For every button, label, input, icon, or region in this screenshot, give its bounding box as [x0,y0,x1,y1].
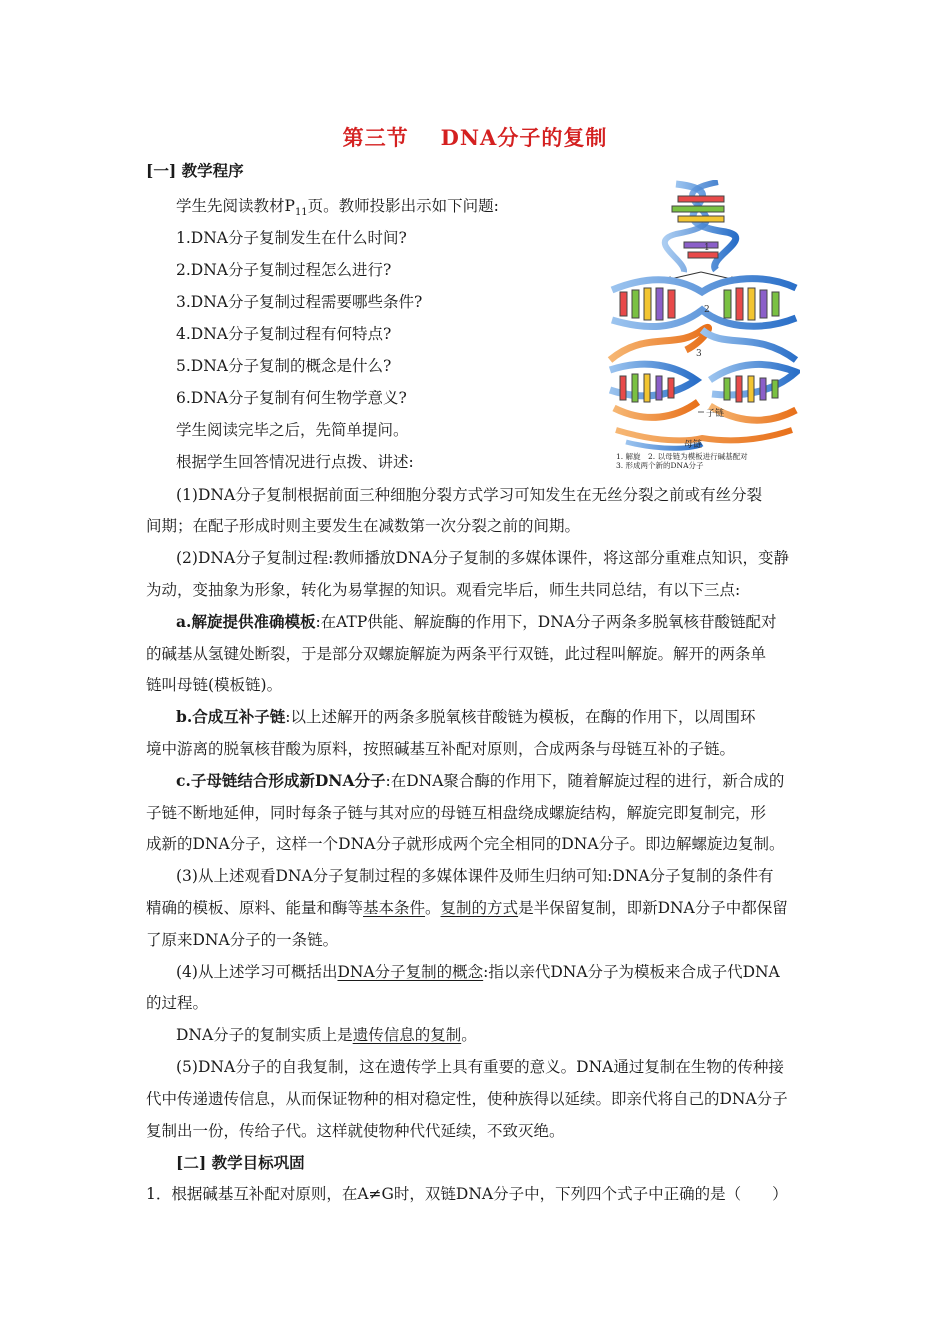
page-title [0,122,950,152]
point-b-line-1: b.合成互补子链:以上述解开的两条多脱氧核苷酸链为模板，在酶的作用下，以周围环 [176,707,756,726]
replication-mode-term: 复制的方式 [440,899,519,917]
daughter-helix-left [610,364,698,417]
paragraph-5-line-1: (5)DNA分子的自我复制，这在遗传学上具有重要的意义。DNA通过复制在生物的传种接 [176,1058,784,1076]
step-2-label: 2 [704,305,710,315]
question-item: 5.DNA分子复制的概念是什么? [176,357,392,375]
question-item: 1.DNA分子复制发生在什么时间? [176,229,407,247]
unwinding-strands [612,279,796,327]
after-reading-text: 学生阅读完毕之后，先简单提问。 [176,421,409,439]
paragraph-4-line-2: 的过程。 [146,994,209,1012]
point-b-line-2: 境中游离的脱氧核苷酸为原料，按照碱基互补配对原则，合成两条与母链互补的子链。 [146,740,736,758]
paragraph-3-line-2: 精确的模板、原料、能量和酶等基本条件。复制的方式是半保留复制，即新DNA分子中都保留 [146,899,788,917]
point-c-line-1: c.子母链结合形成新DNA分子:在DNA聚合酶的作用下，随着解旋过程的进行，新合成的 [176,771,785,790]
title-topic: DNA分子的复制 [440,125,608,150]
paragraph-2-line-1: (2)DNA分子复制过程:教师播放DNA分子复制的多媒体课件，将这部分重难点知识，变静 [176,549,790,567]
point-b-label: b.合成互补子链 [176,707,286,726]
question-item: 2.DNA分子复制过程怎么进行? [176,261,392,279]
paragraph-5-line-2: 代中传递遗传信息，从而保证物种的相对稳定性，使种族得以延续。即亲代将自己的DNA分子 [146,1090,788,1108]
essence-line: DNA分子的复制实质上是遗传信息的复制。 [176,1026,477,1044]
parent-helix [665,182,736,272]
intro-text: 学生先阅读教材$P_{11}$页。教师投影出示如下问题: [176,197,499,219]
parent-strand-tail [616,430,792,448]
parent-strand-label: 母链 [684,440,703,450]
question-item: 6.DNA分子复制有何生物学意义? [176,389,407,407]
point-a-line-2: 的碱基从氢键处断裂，于是部分双螺旋解旋为两条平行双链，此过程叫解旋。解开的两条单 [146,645,767,663]
daughter-strand-crossing [610,327,796,360]
figure-caption-1: 1. 解旋 2. 以母链为模板进行碱基配对 [616,452,748,461]
paragraph-3-line-3: 了原来DNA分子的一条链。 [146,931,339,949]
daughter-strand-label: 子链 [706,409,725,419]
section-heading-procedure: [一] 教学程序 [146,161,244,180]
point-c-line-3: 成新的DNA分子，这样一个DNA分子就形成两个完全相同的DNA分子。即边解螺旋边复制。 [146,835,785,853]
question-item: 3.DNA分子复制过程需要哪些条件? [176,293,423,311]
point-c-line-2: 子链不断地延伸，同时每条子链与其对应的母链互相盘绕成螺旋结构，解旋完即复制完，形 [146,804,767,822]
title-section-number: 第三节 [342,125,409,150]
paragraph-3-line-1: (3)从上述观看DNA分子复制过程的多媒体课件及师生归纳可知:DNA分子复制的条件有 [176,867,774,885]
paragraph-5-line-3: 复制出一份，传给子代。这样就使物种代代延续，不致灭绝。 [146,1122,565,1140]
step-3-label: 3 [696,349,702,359]
replication-concept-term: DNA分子复制的概念 [337,963,484,981]
point-a-label: a.解旋提供准确模板 [176,612,316,631]
genetic-info-term: 遗传信息的复制 [352,1026,462,1044]
point-c-label: c.子母链结合形成新DNA分子 [176,771,386,790]
paragraph-1-line-2: 间期；在配子形成时则主要发生在减数第一次分裂之前的间期。 [146,517,581,535]
guide-text: 根据学生回答情况进行点拨、讲述: [176,453,414,471]
dna-replication-diagram [606,180,800,470]
paragraph-4-line-1: (4)从上述学习可概括出DNA分子复制的概念:指以亲代DNA分子为模板来合成子代DNA [176,963,780,981]
section-heading-consolidation: [二] 教学目标巩固 [176,1153,305,1172]
paragraph-2-line-2: 为动，变抽象为形象，转化为易掌握的知识。观看完毕后，师生共同总结，有以下三点: [146,581,741,599]
question-item: 4.DNA分子复制过程有何特点? [176,325,392,343]
paragraph-1-line-1: (1)DNA分子复制根据前面三种细胞分裂方式学习可知发生在无丝分裂之前或有丝分裂 [176,486,763,504]
figure-caption-2: 3. 形成两个新的DNA分子 [616,461,704,470]
step-1-label: 1 [704,243,710,253]
basic-conditions-term: 基本条件 [363,899,426,917]
point-a-line-1: a.解旋提供准确模板:在ATP供能、解旋酶的作用下，DNA分子两条多脱氧核苷酸链配对 [176,612,777,631]
exercise-question-1: 1．根据碱基互补配对原则，在A≠G时，双链DNA分子中，下列四个式子中正确的是（ ） [146,1185,788,1203]
point-a-line-3: 链叫母链(模板链)。 [146,676,283,694]
